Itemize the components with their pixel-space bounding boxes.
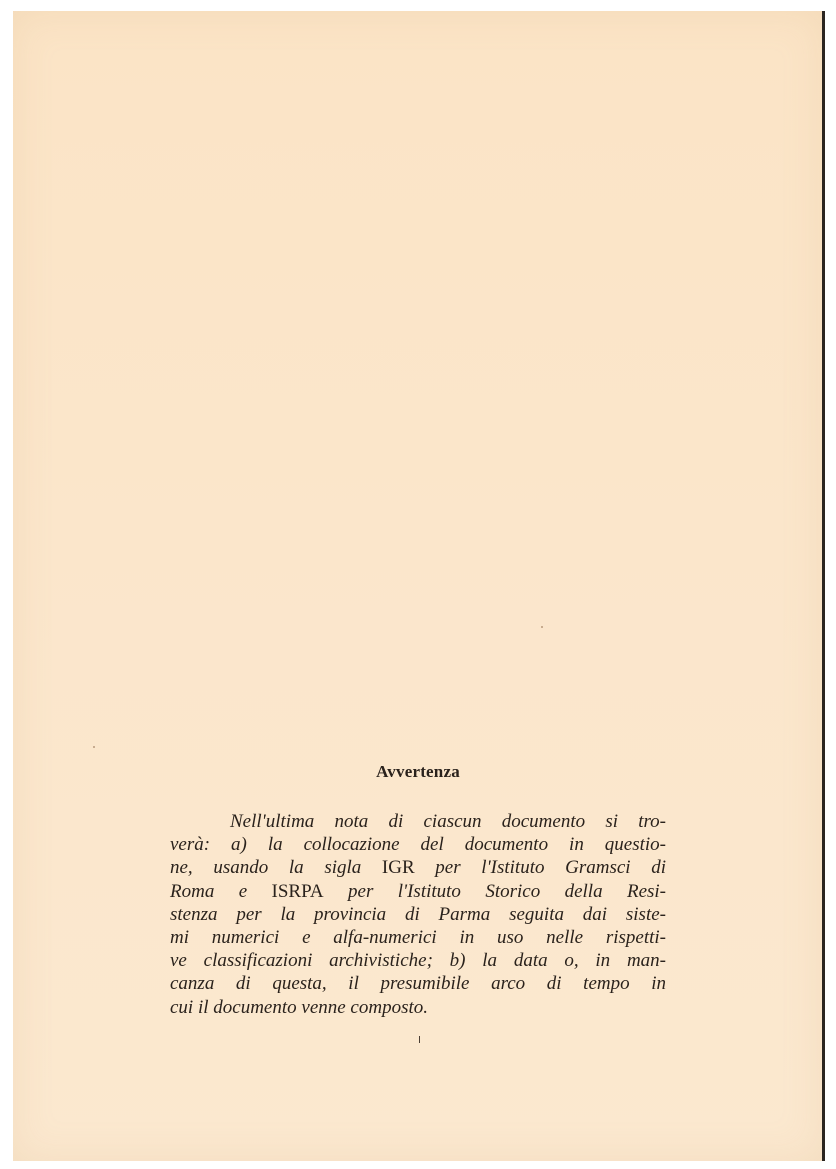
paragraph-line: [170, 926, 666, 949]
ink-mark: [419, 1036, 420, 1043]
line-text: Nell'ultima nota di ciascun documento si tro-: [230, 811, 666, 832]
line-text: stenza per la provincia di Parma seguita dai siste-: [170, 903, 666, 925]
notice-paragraph: [170, 810, 666, 1019]
paragraph-line: [170, 856, 666, 879]
paper-speck: [541, 626, 543, 628]
line-text: per l'Istituto Gramsci di: [414, 857, 666, 879]
paragraph-line: [170, 903, 666, 926]
line-text: canza di questa, il presumibile arco di tempo in: [170, 973, 666, 995]
paragraph-line: [170, 996, 666, 1019]
line-text: ne, usando la sigla: [170, 857, 382, 879]
paragraph-line: [170, 880, 666, 903]
line-text: mi numerici e alfa-numerici in uso nelle rispetti-: [170, 927, 666, 949]
page-binding-edge: [822, 11, 825, 1161]
paragraph-line: [170, 949, 666, 972]
paper-speck: [93, 746, 95, 748]
paragraph-line: [170, 810, 666, 833]
paragraph-line: [170, 833, 666, 856]
acronym-text: ISRPA: [271, 880, 324, 902]
acronym-text: IGR: [381, 857, 415, 879]
line-text: Roma e: [170, 880, 272, 902]
line-text: ve classificazioni archivistiche; b) la data o, in man-: [170, 950, 666, 972]
line-text: cui il documento venne composto.: [170, 996, 429, 1018]
line-text: verà: a) la collocazione del documento in questio-: [170, 834, 666, 856]
paragraph-line: [170, 972, 666, 995]
line-text: per l'Istituto Storico della Resi-: [323, 880, 666, 902]
section-heading: Avvertenza: [376, 762, 460, 781]
